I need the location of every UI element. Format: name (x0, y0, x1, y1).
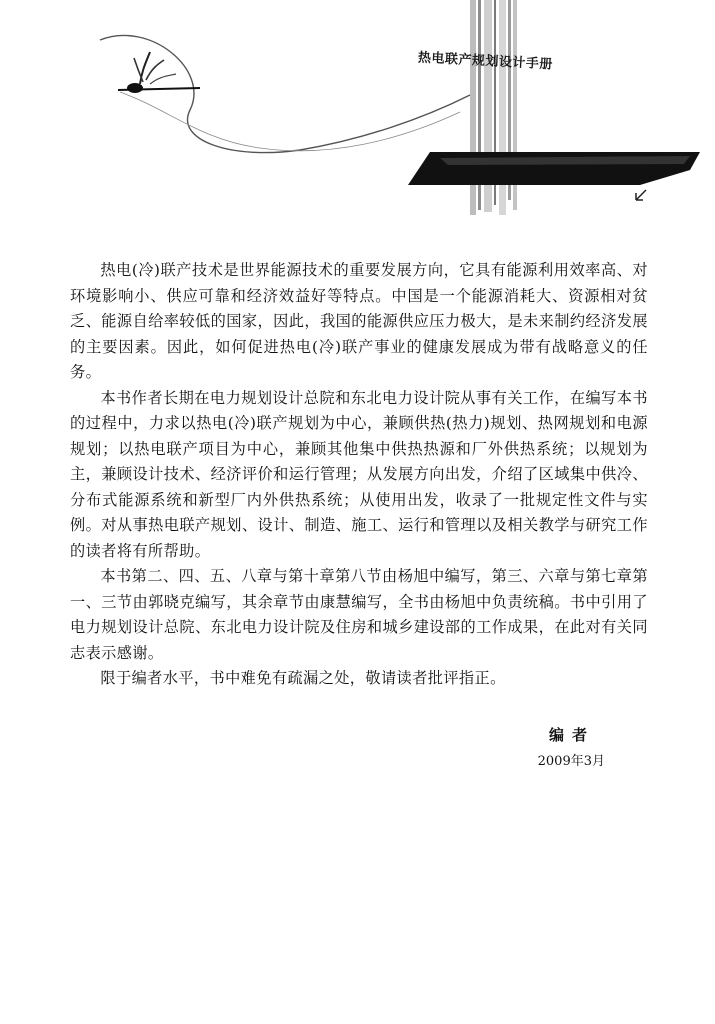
header-decoration (0, 0, 715, 230)
paragraph: 热电(冷)联产技术是世界能源技术的重要发展方向，它具有能源利用效率高、对环境影响小、供应可靠和经济效益好等特点。中国是一个能源消耗大、资源相对贫乏、能源自给率较低的国家，因此，我国的能源供应压力极大，是未来制约经济发展的主要因素。因此，如何促进热电(冷)联产事业的健康发展成为带有战略意义的任务。 (70, 261, 648, 381)
paragraph: 限于编者水平，书中难免有疏漏之处，敬请读者批评指正。 (100, 669, 506, 687)
corner-arrow-icon (636, 190, 646, 200)
author-signature: 编者 (548, 726, 595, 744)
sprout-icon (127, 52, 176, 93)
book-title: 热电联产规划设计手册 (417, 50, 554, 73)
swirl-curve (100, 35, 470, 152)
preface-date: 2009年3月 (537, 754, 605, 769)
preface-body (70, 258, 648, 692)
paragraph: 本书作者长期在电力规划设计总院和东北电力设计院从事有关工作，在编写本书的过程中，力求以热电(冷)联产规划为中心，兼顾供热(热力)规划、热网规划和电源规划；以热电联产项目为中心，兼顾其他集中供热热源和厂外供热系统；以规划为主，兼顾设计技术、经济评价和运行管理；从发展方向出发，介绍了区域集中供冷、分布式能源系统和新型厂内外供热系统；从使用出发，收录了一批规定性文件与实例。对从事热电联产规划、设计、制造、施工、运行和管理以及相关教学与研究工作的读者将有所帮助。 (70, 388, 648, 560)
paragraph: 本书第二、四、五、八章与第十章第八节由杨旭中编写，第三、六章与第七章第一、三节由郭晓克编写，其余章节由康慧编写，全书由杨旭中负责统稿。书中引用了电力规划设计总院、东北电力设计院及住房和城乡建设部的工作成果，在此对有关同志表示感谢。 (70, 567, 648, 662)
